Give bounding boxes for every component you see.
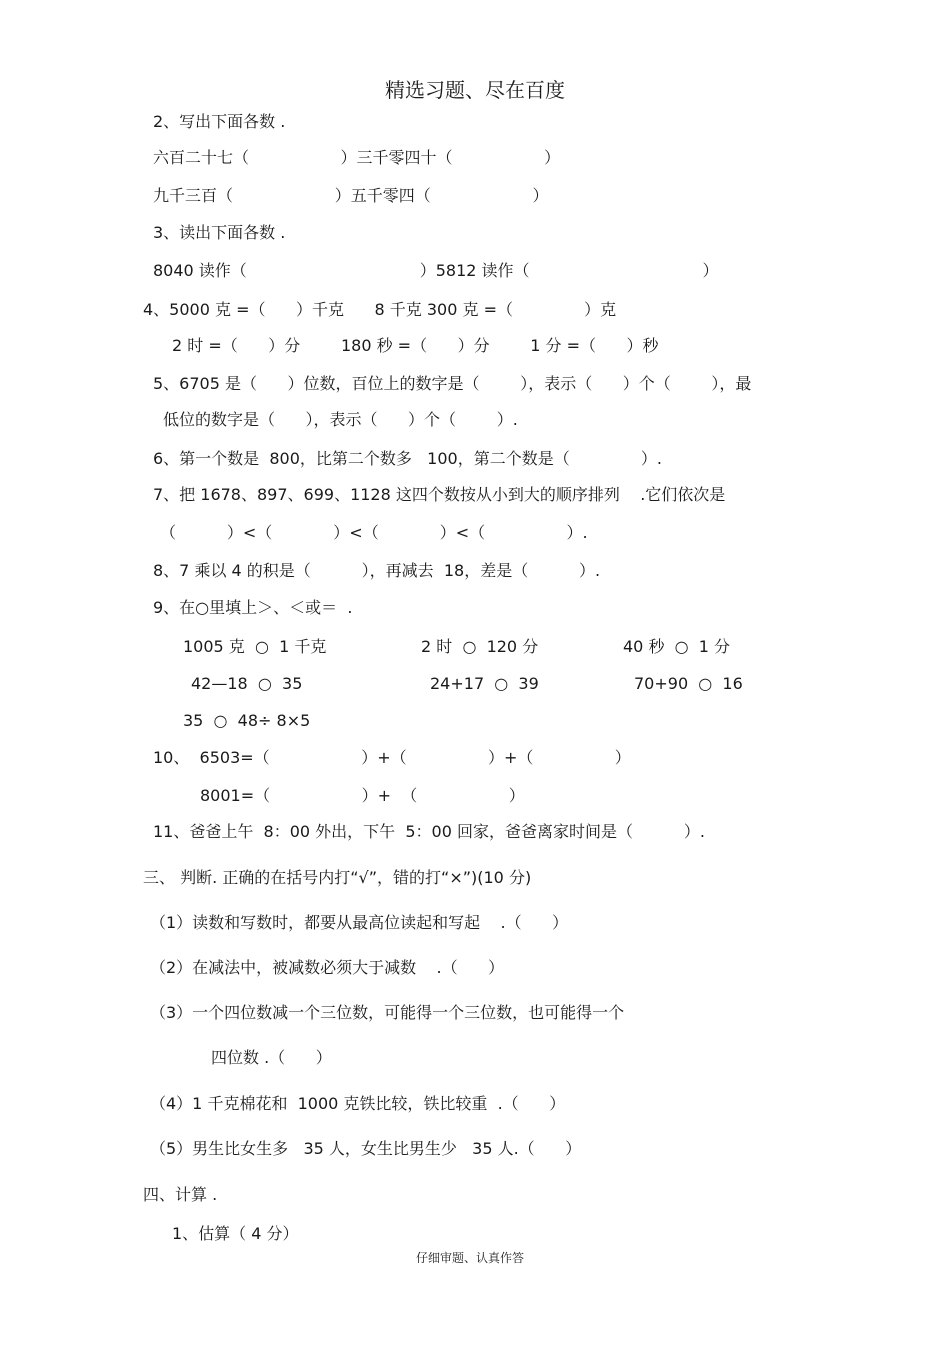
judge-item-4: （4）1 千克棉花和 1000 克铁比较，铁比较重 .（ ）: [150, 1094, 566, 1113]
compare-item: 70+90 ○ 16: [634, 674, 743, 693]
page-footer: 仔细审题、认真作答: [415, 1251, 524, 1265]
compare-item: 2 时 ○ 120 分: [421, 637, 539, 656]
question-2-row-2: 九千三百（ ）五千零四（ ）: [153, 186, 549, 205]
question-7-row-2: （ ）<（ ）<（ ）<（ ）.: [160, 523, 588, 542]
question-7-row-1: 7、把 1678、897、699、1128 这四个数按从小到大的顺序排列 .它们依次是: [153, 485, 726, 504]
question-8: 8、7 乘以 4 的积是（ ），再减去 18，差是（ ）.: [153, 561, 601, 580]
judge-item-1: （1）读数和写数时，都要从最高位读起和写起 .（ ）: [150, 913, 569, 932]
compare-item: 40 秒 ○ 1 分: [623, 637, 731, 656]
question-9-title: 9、在○里填上＞、＜或＝ .: [153, 598, 353, 617]
question-6: 6、第一个数是 800，比第二个数多 100，第二个数是（ ）.: [153, 449, 662, 468]
question-2-title: 2、写出下面各数 .: [153, 112, 286, 131]
compare-item: 42—18 ○ 35: [191, 674, 303, 693]
question-3-title: 3、读出下面各数 .: [153, 223, 286, 242]
page-header: 精选习题、尽在百度: [385, 78, 565, 102]
compare-item: 1005 克 ○ 1 千克: [183, 637, 327, 656]
question-4-row-2: 2 时 =（ ）分 180 秒 =（ ）分 1 分 =（ ）秒: [172, 336, 659, 355]
calc-item-1: 1、估算（ 4 分）: [172, 1224, 299, 1243]
question-5-row-1: 5、6705 是（ ）位数，百位上的数字是（ ），表示（ ）个（ ），最: [153, 374, 752, 393]
question-10-row-2: 8001=（ ）+ （ ）: [200, 786, 525, 805]
question-3-row: 8040 读作（ ）5812 读作（ ）: [153, 261, 719, 280]
compare-item: 35 ○ 48÷ 8×5: [183, 711, 311, 730]
question-11: 11、爸爸上午 8：00 外出，下午 5：00 回家，爸爸离家时间是（ ）.: [153, 822, 705, 841]
compare-item: 24+17 ○ 39: [430, 674, 539, 693]
question-5-row-2: 低位的数字是（ ），表示（ ）个（ ）.: [163, 410, 518, 429]
judge-item-3: （3）一个四位数减一个三位数，可能得一个三位数，也可能得一个: [150, 1003, 625, 1022]
question-4-row-1: 4、5000 克 =（ ）千克 8 千克 300 克 =（ ）克: [143, 300, 617, 319]
judge-item-5: （5）男生比女生多 35 人，女生比男生少 35 人.（ ）: [150, 1139, 582, 1158]
section-4-title: 四、计算 .: [143, 1185, 218, 1204]
question-2-row-1: 六百二十七（ ）三千零四十（ ）: [153, 148, 561, 167]
judge-item-3-cont: 四位数 .（ ）: [211, 1048, 332, 1067]
question-10-row-1: 10、 6503=（ ）+（ ）+（ ）: [153, 748, 631, 767]
judge-item-2: （2）在减法中，被减数必须大于减数 .（ ）: [150, 958, 505, 977]
section-3-title: 三、 判断. 正确的在括号内打“√”，错的打“×”)(10 分): [143, 868, 532, 887]
